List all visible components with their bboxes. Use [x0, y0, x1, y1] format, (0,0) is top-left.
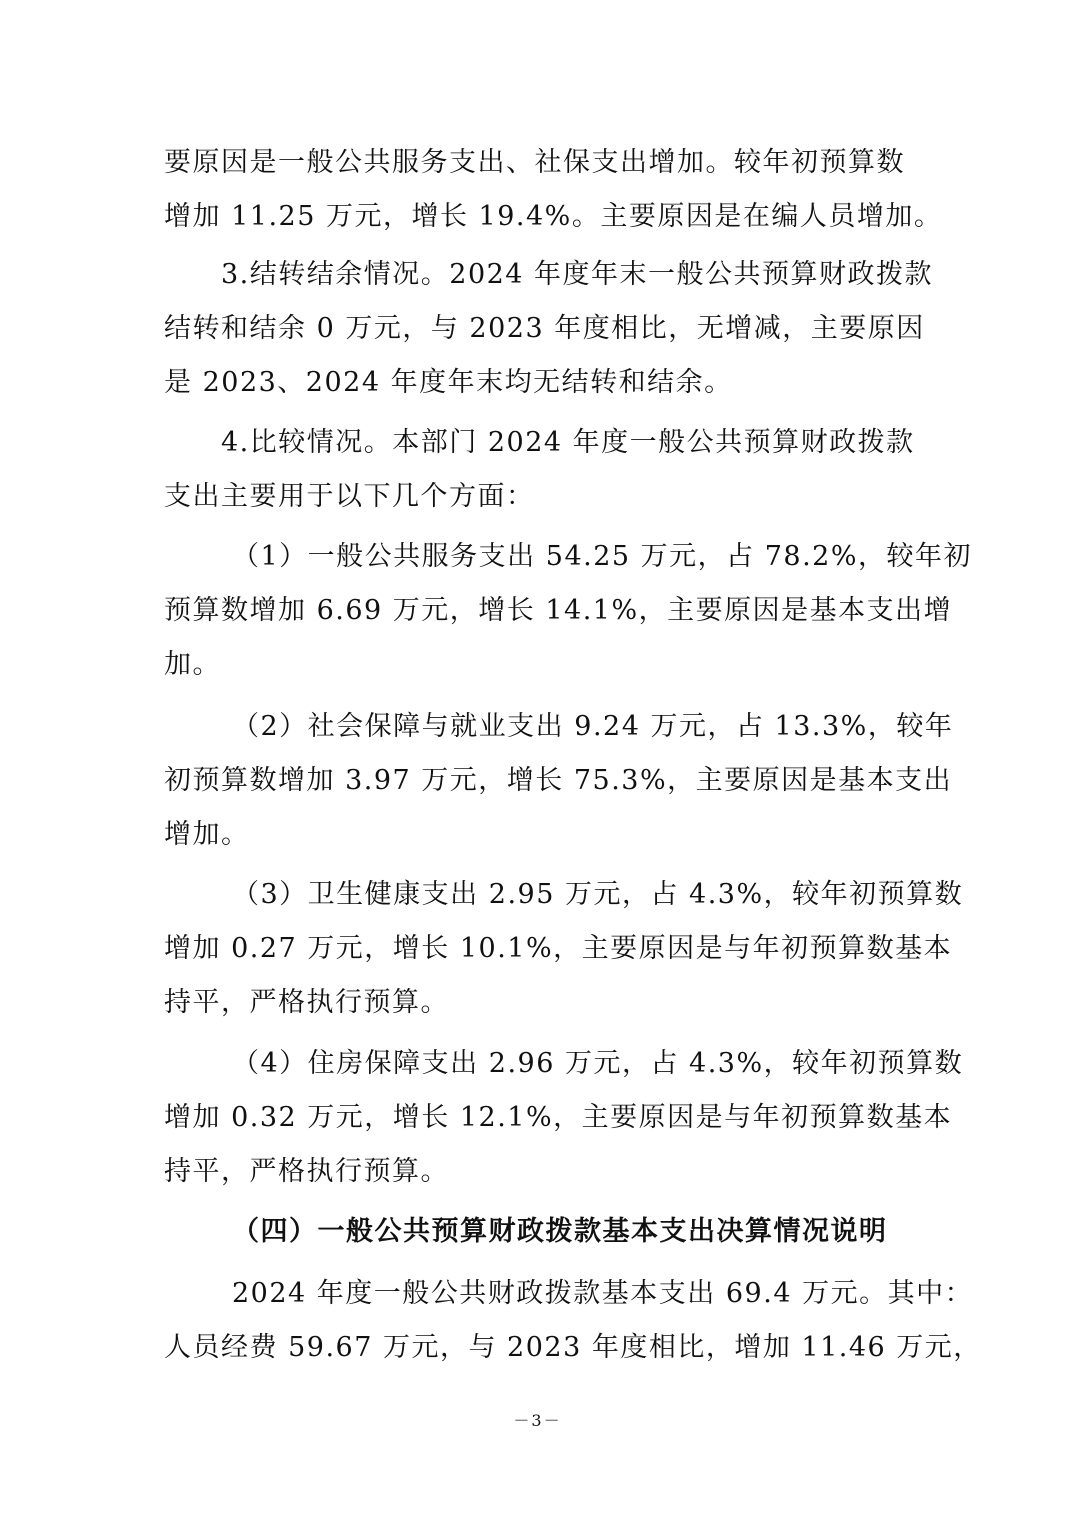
text-line: 4.比较情况。本部门 2024 年度一般公共预算财政拨款 — [221, 427, 915, 458]
text-line: 人员经费 59.67 万元，与 2023 年度相比，增加 11.46 万元， — [164, 1332, 982, 1363]
text-line: 3.结转结余情况。2024 年度年末一般公共预算财政拨款 — [221, 259, 934, 290]
paragraph-continuation — [164, 136, 943, 244]
text-line: 初预算数增加 3.97 万元，增长 75.3%，主要原因是基本支出 — [164, 765, 953, 796]
paragraph-basic-expenditure — [164, 1267, 982, 1375]
text-line: 是 2023、2024 年度年末均无结转和结余。 — [164, 367, 733, 398]
text-line: 增加 0.32 万元，增长 12.1%，主要原因是与年初预算数基本 — [164, 1102, 953, 1133]
text-line: 增加 0.27 万元，增长 10.1%，主要原因是与年初预算数基本 — [164, 933, 953, 964]
text-line: 结转和结余 0 万元，与 2023 年度相比，无增减，主要原因 — [164, 313, 925, 344]
text-line: 增加 11.25 万元，增长 19.4%。主要原因是在编人员增加。 — [164, 201, 943, 232]
text-line: （4）住房保障支出 2.96 万元，占 4.3%，较年初预算数 — [232, 1048, 964, 1079]
text-line: （3）卫生健康支出 2.95 万元，占 4.3%，较年初预算数 — [232, 879, 964, 910]
list-item-social-security — [164, 700, 954, 862]
text-line: 2024 年度一般公共财政拨款基本支出 69.4 万元。其中： — [232, 1278, 974, 1309]
paragraph-comparison — [164, 416, 914, 524]
text-line: 支出主要用于以下几个方面： — [164, 481, 535, 512]
text-line: 加。 — [164, 649, 221, 680]
list-item-health — [164, 868, 964, 1030]
text-line: 持平，严格执行预算。 — [164, 1156, 449, 1187]
text-line: 持平，严格执行预算。 — [164, 987, 449, 1018]
text-line: （2）社会保障与就业支出 9.24 万元，占 13.3%，较年 — [232, 711, 954, 742]
text-line: 增加。 — [164, 819, 250, 850]
heading-text: （四）一般公共预算财政拨款基本支出决算情况说明 — [232, 1216, 888, 1247]
list-item-general-public-services — [164, 530, 972, 692]
text-line: （1）一般公共服务支出 54.25 万元，占 78.2%，较年初 — [232, 541, 972, 572]
section-heading — [164, 1205, 914, 1259]
list-item-housing — [164, 1037, 964, 1199]
page-number: －3－ — [513, 1411, 562, 1430]
paragraph-carryover — [164, 248, 934, 410]
text-line: 要原因是一般公共服务支出、社保支出增加。较年初预算数 — [164, 147, 905, 178]
text-line: 预算数增加 6.69 万元，增长 14.1%，主要原因是基本支出增 — [164, 595, 953, 626]
